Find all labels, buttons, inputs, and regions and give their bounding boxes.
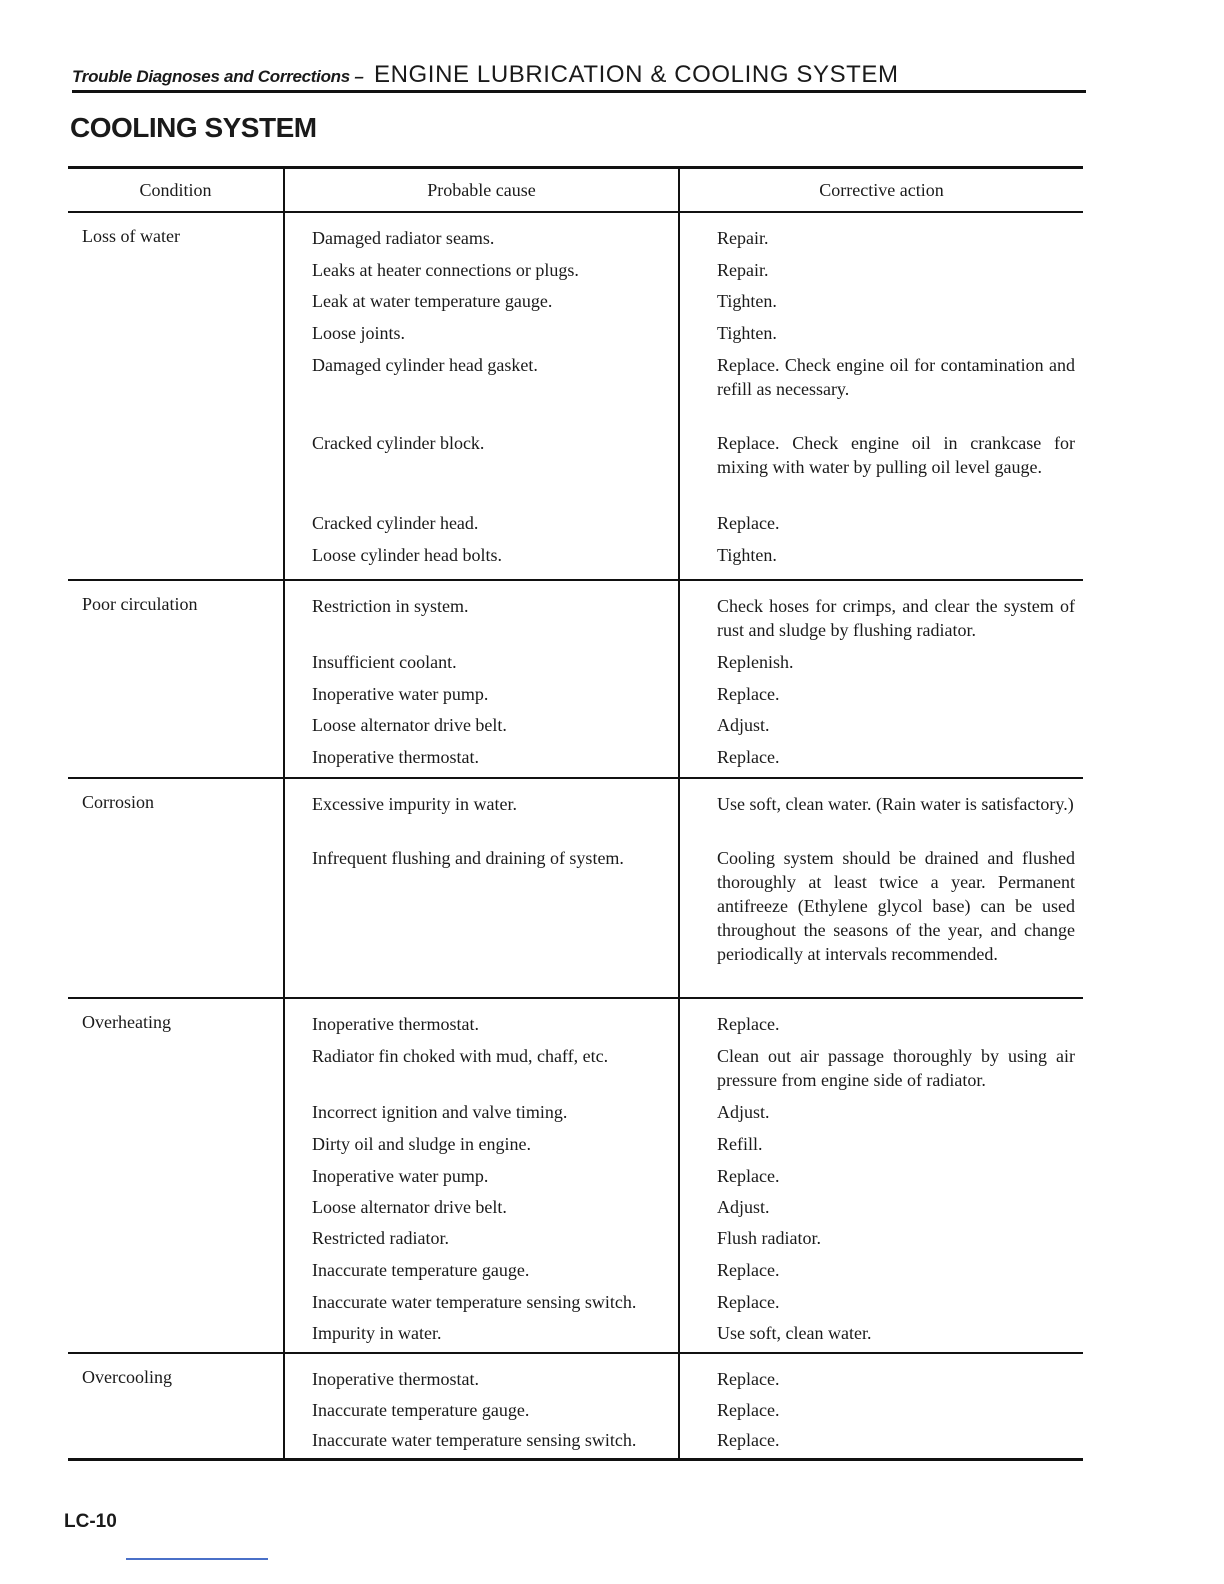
action-item: Cooling system should be drained and flushed thoroughly at least twice a year. Permanent antifreeze (Ethylene glycol base) can be used throughout the seasons of the year, and change periodically at intervals recommended.	[717, 848, 1075, 964]
action-item: Adjust.	[717, 1197, 770, 1217]
condition-cell: Corrosion	[68, 778, 284, 998]
table-body	[68, 212, 1083, 1460]
page-number: LC-10	[64, 1511, 117, 1532]
action-item: Replace. Check engine oil for contamination and refill as necessary.	[717, 355, 1075, 399]
condition-group-corrosion	[68, 778, 1083, 998]
action-item: Replace.	[717, 1369, 780, 1389]
action-item: Replace.	[717, 1292, 780, 1312]
probable-cause-cell	[284, 1353, 679, 1460]
header-title: ENGINE LUBRICATION & COOLING SYSTEM	[374, 61, 899, 88]
cause-item: Infrequent flushing and draining of system.	[312, 848, 624, 868]
corrective-action-cell	[679, 1353, 1083, 1460]
column-header-condition: Condition	[68, 168, 284, 213]
corrective-action-cell	[679, 998, 1083, 1353]
action-item: Replace.	[717, 684, 780, 704]
cause-item: Restriction in system.	[312, 596, 469, 616]
cause-item: Cracked cylinder block.	[312, 433, 485, 453]
action-item: Replace.	[717, 1260, 780, 1280]
action-item: Replace.	[717, 1400, 780, 1420]
condition-group-poor-circulation	[68, 580, 1083, 778]
condition-group-overheating	[68, 998, 1083, 1353]
condition-cell: Loss of water	[68, 212, 284, 580]
action-item: Check hoses for crimps, and clear the system of rust and sludge by flushing radiator.	[717, 596, 1075, 640]
cause-item: Inaccurate temperature gauge.	[312, 1260, 530, 1280]
action-item: Tighten.	[717, 291, 777, 311]
corrective-action-cell	[679, 778, 1083, 998]
cause-item: Impurity in water.	[312, 1323, 442, 1343]
cause-item: Loose joints.	[312, 323, 405, 343]
cause-item: Insufficient coolant.	[312, 652, 457, 672]
cause-item: Cracked cylinder head.	[312, 513, 479, 533]
action-item: Replace. Check engine oil in crankcase for mixing with water by pulling oil level gauge.	[717, 433, 1075, 477]
action-item: Repair.	[717, 228, 769, 248]
cause-item: Inoperative thermostat.	[312, 1369, 479, 1389]
action-item: Adjust.	[717, 715, 770, 735]
probable-cause-cell	[284, 998, 679, 1353]
action-item: Clean out air passage thoroughly by using air pressure from engine side of radiator.	[717, 1046, 1075, 1090]
cause-item: Damaged cylinder head gasket.	[312, 355, 538, 375]
condition-group-loss-of-water	[68, 212, 1083, 580]
blue-underline-mark	[126, 1558, 268, 1560]
column-header-probable-cause: Probable cause	[284, 168, 679, 213]
cause-item: Inoperative thermostat.	[312, 1014, 479, 1034]
cause-item: Radiator fin choked with mud, chaff, etc.	[312, 1046, 609, 1066]
column-header-corrective-action: Corrective action	[679, 168, 1083, 213]
running-header	[72, 58, 1086, 93]
section-title: COOLING SYSTEM	[70, 112, 317, 143]
action-item: Replace.	[717, 1166, 780, 1186]
cause-item: Inoperative thermostat.	[312, 747, 479, 767]
cause-item: Dirty oil and sludge in engine.	[312, 1134, 531, 1154]
corrective-action-cell	[679, 580, 1083, 778]
action-item: Refill.	[717, 1134, 763, 1154]
cause-item: Leak at water temperature gauge.	[312, 291, 553, 311]
action-item: Use soft, clean water. (Rain water is satisfactory.)	[717, 794, 1074, 814]
corrective-action-cell	[679, 212, 1083, 580]
cause-item: Leaks at heater connections or plugs.	[312, 260, 579, 280]
probable-cause-cell	[284, 212, 679, 580]
trouble-table	[68, 166, 1083, 1461]
action-item: Replace.	[717, 1014, 780, 1034]
action-item: Repair.	[717, 260, 769, 280]
action-item: Tighten.	[717, 545, 777, 565]
table-header-row	[68, 168, 1083, 213]
condition-cell: Overcooling	[68, 1353, 284, 1460]
action-item: Adjust.	[717, 1102, 770, 1122]
cause-item: Damaged radiator seams.	[312, 228, 495, 248]
cause-item: Loose alternator drive belt.	[312, 1197, 507, 1217]
cause-item: Inaccurate water temperature sensing switch.	[312, 1292, 637, 1312]
action-item: Replace.	[717, 747, 780, 767]
cause-item: Restricted radiator.	[312, 1228, 449, 1248]
header-subtitle: Trouble Diagnoses and Corrections –	[72, 67, 364, 86]
cause-item: Excessive impurity in water.	[312, 794, 517, 814]
action-item: Replace.	[717, 513, 780, 533]
cause-item: Inaccurate water temperature sensing switch.	[312, 1430, 637, 1450]
cause-item: Incorrect ignition and valve timing.	[312, 1102, 568, 1122]
cause-item: Inoperative water pump.	[312, 1166, 489, 1186]
condition-cell: Overheating	[68, 998, 284, 1353]
cause-item: Loose cylinder head bolts.	[312, 545, 502, 565]
action-item: Tighten.	[717, 323, 777, 343]
action-item: Replace.	[717, 1430, 780, 1450]
probable-cause-cell	[284, 580, 679, 778]
cause-item: Loose alternator drive belt.	[312, 715, 507, 735]
cause-item: Inoperative water pump.	[312, 684, 489, 704]
condition-cell: Poor circulation	[68, 580, 284, 778]
action-item: Flush radiator.	[717, 1228, 821, 1248]
action-item: Use soft, clean water.	[717, 1323, 872, 1343]
condition-group-overcooling	[68, 1353, 1083, 1460]
action-item: Replenish.	[717, 652, 794, 672]
probable-cause-cell	[284, 778, 679, 998]
cause-item: Inaccurate temperature gauge.	[312, 1400, 530, 1420]
